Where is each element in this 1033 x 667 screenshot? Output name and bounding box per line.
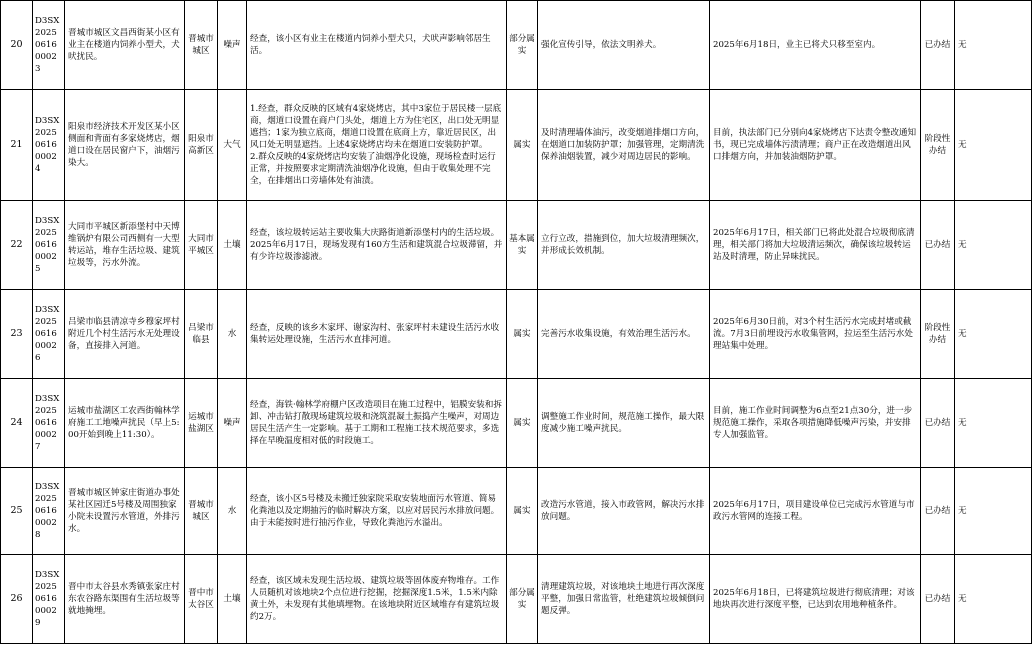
complaint-content: 阳泉市经济技术开发区某小区侧面和背面有多家烧烤店，烟道口设在居民窗户下，油烟污染大。	[65, 90, 185, 201]
verdict: 属实	[507, 290, 538, 379]
case-code: D3SX2025061600024	[33, 90, 65, 201]
status: 已办结	[921, 1, 955, 90]
region: 吕梁市临县	[185, 290, 218, 379]
region: 阳泉市高新区	[185, 90, 218, 201]
measures: 及时清理墙体油污，改变烟道排烟口方向，在烟道口加装防护罩；加强管理，定期清洗保养油烟装置，减少对周边居民的影响。	[538, 90, 710, 201]
status: 已办结	[921, 379, 955, 468]
table-row	[1, 555, 1032, 644]
status: 已办结	[921, 201, 955, 290]
verdict: 属实	[507, 90, 538, 201]
progress: 2025年6月18日，业主已将犬只移至室内。	[710, 1, 921, 90]
table-row	[1, 290, 1032, 379]
table-row	[1, 1, 1032, 90]
complaint-content: 吕梁市临县清凉寺乡穆家坪村附近几个村生活污水无处理设备，直接排入河道。	[65, 290, 185, 379]
status: 阶段性办结	[921, 90, 955, 201]
measures: 调整施工作业时间，规范施工操作，最大限度减少施工噪声扰民。	[538, 379, 710, 468]
region: 晋中市太谷区	[185, 555, 218, 644]
pollution-type: 水	[218, 290, 247, 379]
findings: 经查，该小区有业主在楼道内饲养小型犬只，犬吠声影响邻居生活。	[247, 1, 507, 90]
case-code: D3SX2025061600026	[33, 290, 65, 379]
accountability: 无	[955, 379, 1032, 468]
accountability: 无	[955, 90, 1032, 201]
progress: 2025年6月18日，已将建筑垃圾进行彻底清理；对该地块再次进行深度平整，已达到农用地种植条件。	[710, 555, 921, 644]
region: 晋城市城区	[185, 1, 218, 90]
case-code: D3SX2025061600023	[33, 1, 65, 90]
measures: 清理建筑垃圾，对该地块土地进行再次深度平整，加强日常监管，杜绝建筑垃圾倾倒问题反弹。	[538, 555, 710, 644]
case-code: D3SX2025061600028	[33, 468, 65, 555]
accountability: 无	[955, 290, 1032, 379]
region: 运城市盐湖区	[185, 379, 218, 468]
table-row	[1, 379, 1032, 468]
case-code: D3SX2025061600025	[33, 201, 65, 290]
complaint-content: 大同市平城区新添堡村中天博维锅炉有限公司西侧有一大型转运站，堆存生活垃圾、建筑垃圾等，污水外流。	[65, 201, 185, 290]
row-number: 20	[1, 1, 33, 90]
complaint-content: 晋中市太谷县水秀镇张家庄村东农谷路东渠围有生活垃圾等就地掩埋。	[65, 555, 185, 644]
accountability: 无	[955, 1, 1032, 90]
pollution-type: 土壤	[218, 201, 247, 290]
pollution-type: 大气	[218, 90, 247, 201]
row-number: 21	[1, 90, 33, 201]
progress: 2025年6月17日，项目建设单位已完成污水管道与市政污水管网的连接工程。	[710, 468, 921, 555]
measures: 强化宣传引导，依法文明养犬。	[538, 1, 710, 90]
findings: 1.经查，群众反映的区域有4家烧烤店，其中3家位于居民楼一层底商，烟道口设置在商户门头处，烟道上方为住宅区，出口处无明显遮挡；1家为独立底商，烟道口设置在底商上方，靠近居民区，出风口处无明显遮挡。上述4家烧烤店均未在烟道口安装防护罩。 2.群众反映的4家烧烤店均安装了油烟净化设施，现场检查时运行正常，并按照要求定期清洗油烟净化设施，但由于收集处理不完全，在排烟出口旁墙体处有油渍。	[247, 90, 507, 201]
complaint-content: 晋城市城区文昌西街某小区有业主在楼道内饲养小型犬，犬吠扰民。	[65, 1, 185, 90]
progress: 目前，施工作业时间调整为6点至21点30分，进一步规范施工操作，采取各项措施降低噪声污染，并安排专人加强监管。	[710, 379, 921, 468]
table-row	[1, 90, 1032, 201]
accountability: 无	[955, 468, 1032, 555]
progress: 2025年6月17日，相关部门已将此处混合垃圾彻底清理，相关部门将加大垃圾清运频次，确保该垃圾转运站及时清理，防止异味扰民。	[710, 201, 921, 290]
table-row	[1, 468, 1032, 555]
findings: 经查，该区域未发现生活垃圾、建筑垃圾等固体废弃物堆存。工作人员随机对该地块2个点位进行挖掘，挖掘深度1.5米，1.5米内除黄土外，未发现有其他填埋物。在该地块附近区域堆存有建筑垃圾约2万。	[247, 555, 507, 644]
table-row	[1, 201, 1032, 290]
row-number: 23	[1, 290, 33, 379]
verdict: 部分属实	[507, 555, 538, 644]
progress: 2025年6月30日前，对3个村生活污水完成封堵或截流。7月3日前埋设污水收集管网，拉运至生活污水处理站集中处理。	[710, 290, 921, 379]
measures: 立行立改，措施到位，加大垃圾清理频次，并形成长效机制。	[538, 201, 710, 290]
measures: 完善污水收集设施，有效治理生活污水。	[538, 290, 710, 379]
verdict: 部分属实	[507, 1, 538, 90]
status: 阶段性办结	[921, 290, 955, 379]
pollution-type: 土壤	[218, 555, 247, 644]
row-number: 25	[1, 468, 33, 555]
complaint-content: 晋城市城区钟家庄街道办事处某社区园迁5号楼及周围独家小院未设置污水管道，外排污水。	[65, 468, 185, 555]
pollution-type: 水	[218, 468, 247, 555]
findings: 经查，海铁·翰林学府棚户区改造项目在施工过程中，铝膜安装和拆卸、冲击钻打散现场建筑垃圾和浇筑混凝土振捣产生噪声，对周边居民生活产生一定影响。基于工期和工程施工技术规范要求，多选择在早晚温度相对低的时段施工。	[247, 379, 507, 468]
accountability: 无	[955, 555, 1032, 644]
accountability: 无	[955, 201, 1032, 290]
verdict: 属实	[507, 379, 538, 468]
region: 晋城市城区	[185, 468, 218, 555]
case-code: D3SX2025061600027	[33, 379, 65, 468]
row-number: 22	[1, 201, 33, 290]
pollution-type: 噪声	[218, 379, 247, 468]
row-number: 24	[1, 379, 33, 468]
findings: 经查，反映的该乡木家坪、谢家沟村、张家坪村未建设生活污水收集转运处理设施，生活污水直排河道。	[247, 290, 507, 379]
region: 大同市平城区	[185, 201, 218, 290]
findings: 经查，该垃圾转运站主要收集大庆路街道新添堡村内的生活垃圾。2025年6月17日，现场发现有160方生活和建筑混合垃圾滞留，并有少许垃圾渗滤液。	[247, 201, 507, 290]
case-code: D3SX2025061600029	[33, 555, 65, 644]
status: 已办结	[921, 468, 955, 555]
row-number: 26	[1, 555, 33, 644]
complaint-content: 运城市盐湖区工农西街翰林学府施工工地噪声扰民（早上5:00开始到晚上11:30）。	[65, 379, 185, 468]
verdict: 基本属实	[507, 201, 538, 290]
verdict: 属实	[507, 468, 538, 555]
pollution-type: 噪声	[218, 1, 247, 90]
progress: 目前，执法部门已分别向4家烧烤店下达责令整改通知书，现已完成墙体污渍清理；商户正在改造烟道出风口排烟方向，并加装油烟防护罩。	[710, 90, 921, 201]
measures: 改造污水管道，接入市政管网，解决污水排放问题。	[538, 468, 710, 555]
status: 已办结	[921, 555, 955, 644]
findings: 经查，该小区5号楼及未搬迁独家院采取安装地面污水管道、简易化粪池以及定期抽污的临时解决方案，以应对居民污水排放问题。由于未能按时进行抽污作业，导致化粪池污水溢出。	[247, 468, 507, 555]
